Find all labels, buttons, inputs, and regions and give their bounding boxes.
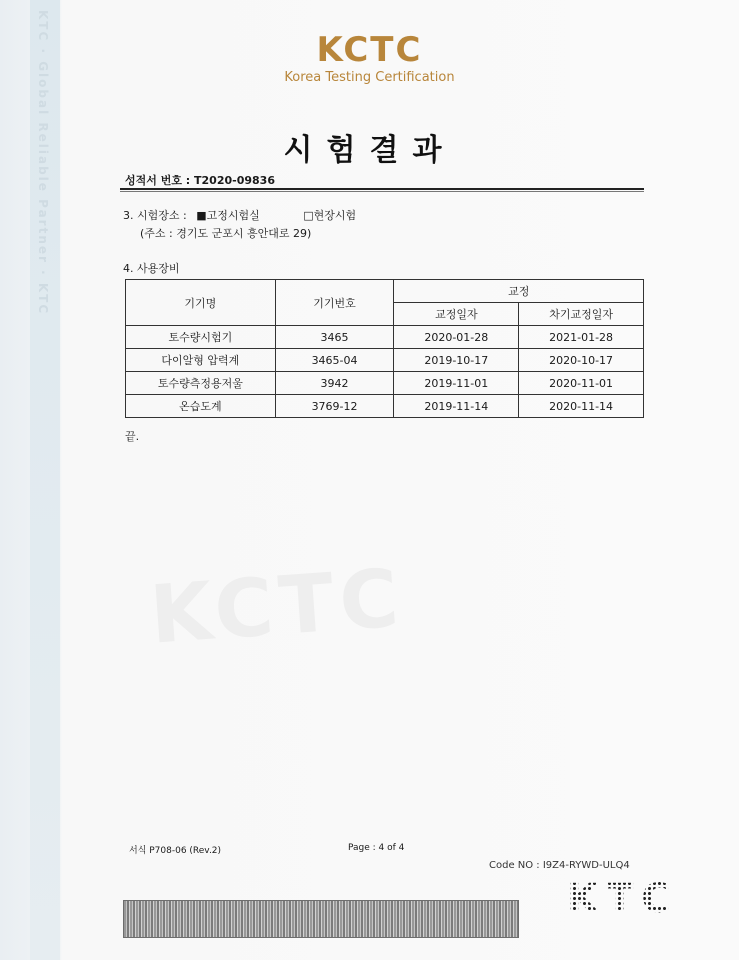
header-calibration-date: 교정일자	[394, 303, 519, 326]
cell-equipment-no: 3769-12	[275, 395, 394, 418]
logo-mark: KCTC	[316, 30, 423, 70]
verification-code: Code NO : I9Z4-RYWD-ULQ4	[489, 860, 630, 871]
section-3-label: 3. 시험장소 :	[123, 209, 187, 222]
cell-next-calibration-date: 2021-01-28	[519, 326, 644, 349]
background-watermark: KCTC	[147, 551, 408, 662]
cell-equipment-name: 다이알형 압력계	[126, 349, 276, 372]
table-row	[126, 326, 644, 349]
header-rule	[120, 188, 644, 190]
cell-calibration-date: 2020-01-28	[394, 326, 519, 349]
security-barcode	[123, 900, 519, 938]
table-row	[126, 395, 644, 418]
equipment-table	[125, 279, 644, 418]
test-address: (주소 : 경기도 군포시 흥안대로 29)	[140, 227, 312, 240]
cell-calibration-date: 2019-11-14	[394, 395, 519, 418]
table-row	[126, 349, 644, 372]
page-title: 시험결과	[283, 133, 456, 168]
report-number: 성적서 번호 : T2020-09836	[125, 174, 275, 187]
header-next-calibration-date: 차기교정일자	[519, 303, 644, 326]
form-number: 서식 P708-06 (Rev.2)	[129, 846, 222, 856]
cell-equipment-name: 토수량측정용저울	[126, 372, 276, 395]
header-equipment-no: 기기번호	[275, 280, 394, 326]
cell-equipment-no: 3942	[275, 372, 394, 395]
cell-next-calibration-date: 2020-11-01	[519, 372, 644, 395]
option-field-test: □현장시험	[303, 209, 357, 222]
cell-calibration-date: 2019-10-17	[394, 349, 519, 372]
dot-matrix-logo: KTC	[567, 876, 679, 922]
cell-calibration-date: 2019-11-01	[394, 372, 519, 395]
end-mark: 끝.	[125, 430, 140, 443]
logo-subtitle: Korea Testing Certification	[284, 70, 455, 85]
cell-equipment-name: 토수량시험기	[126, 326, 276, 349]
header-calibration: 교정	[394, 280, 644, 303]
cell-next-calibration-date: 2020-10-17	[519, 349, 644, 372]
section-test-location	[123, 207, 362, 223]
header-rule-thin	[120, 191, 644, 192]
cell-equipment-no: 3465	[275, 326, 394, 349]
table-row	[126, 372, 644, 395]
side-strip-text: KTC · Global Reliable Partner · KTC	[36, 10, 50, 316]
cell-equipment-no: 3465-04	[275, 349, 394, 372]
ktc-logo	[0, 30, 739, 85]
section-equipment-label: 4. 사용장비	[123, 262, 180, 275]
cell-equipment-name: 온습도계	[126, 395, 276, 418]
page-number: Page : 4 of 4	[348, 843, 405, 853]
cell-next-calibration-date: 2020-11-14	[519, 395, 644, 418]
header-equipment-name: 기기명	[126, 280, 276, 326]
option-fixed-lab: ■고정시험실	[196, 209, 260, 222]
